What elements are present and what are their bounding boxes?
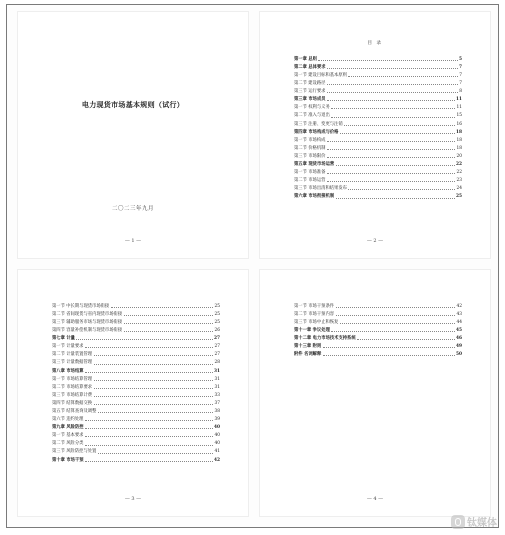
toc-entry-label: 第一节 权利与义务 bbox=[294, 105, 330, 111]
toc-entry-page: 40 bbox=[214, 441, 220, 447]
toc-section-entry bbox=[52, 447, 220, 455]
toc-leader-dots bbox=[94, 396, 213, 397]
toc-entry-label: 第三节 市场结算计费 bbox=[52, 392, 93, 398]
toc-entry-label: 第一节 市场结算管理 bbox=[52, 376, 93, 382]
toc-entry-label: 第十二章 电力市场技术支持系统 bbox=[294, 336, 356, 342]
toc-leader-dots bbox=[318, 60, 457, 61]
toc-entry-label: 第一节 市场干预条件 bbox=[294, 303, 335, 309]
toc-section-entry bbox=[294, 111, 462, 119]
toc-entry-page: 40 bbox=[214, 433, 220, 439]
toc-chapter-entry bbox=[294, 192, 462, 200]
toc-section-entry bbox=[294, 135, 462, 143]
toc-section-entry bbox=[294, 103, 462, 111]
toc-entry-page: 27 bbox=[214, 344, 220, 350]
toc-leader-dots bbox=[124, 315, 213, 316]
toc-page-1 bbox=[259, 11, 491, 259]
toc-leader-dots bbox=[85, 420, 213, 421]
toc-leader-dots bbox=[98, 412, 213, 413]
toc-entry-page: 11 bbox=[456, 97, 462, 103]
toc-entry-page: 31 bbox=[214, 376, 220, 382]
toc-entry-label: 第二节 市场结算要求 bbox=[52, 384, 93, 390]
toc-entry-label: 第九章 风险防控 bbox=[52, 425, 84, 431]
toc-chapter-entry bbox=[294, 94, 462, 102]
toc-entry-label: 第二节 建设路径 bbox=[294, 81, 326, 87]
toc-chapter-entry bbox=[294, 159, 462, 167]
toc-entry-page: 38 bbox=[214, 409, 220, 415]
toc-entry-label: 第五节 结算查询及调整 bbox=[52, 409, 97, 415]
toc-section-entry bbox=[294, 119, 462, 127]
page-number: — 4 — bbox=[366, 496, 384, 502]
toc-leader-dots bbox=[85, 372, 212, 373]
toc-entry-page: 25 bbox=[214, 303, 220, 309]
toc-entry-label: 第二节 市场运营 bbox=[294, 178, 326, 184]
toc-entry-label: 第三节 运行要求 bbox=[294, 89, 326, 95]
toc-leader-dots bbox=[124, 331, 213, 332]
toc-entry-label: 第三节 计量数据管理 bbox=[52, 360, 93, 366]
toc-leader-dots bbox=[85, 436, 213, 437]
toc-entry-label: 第一节 基本要求 bbox=[52, 433, 84, 439]
toc-section-entry bbox=[52, 390, 220, 398]
toc-section-entry bbox=[294, 143, 462, 151]
toc-entry-label: 第七章 计量 bbox=[52, 336, 75, 342]
toc-entry-label: 第三节 辅助服务市场与现货市场衔接 bbox=[52, 319, 123, 325]
toc-entry-page: 31 bbox=[214, 384, 220, 390]
toc-leader-dots bbox=[94, 404, 213, 405]
toc-entry-page: 33 bbox=[214, 392, 220, 398]
toc-section-entry bbox=[52, 374, 220, 382]
toc-section-entry bbox=[52, 382, 220, 390]
toc-section-entry bbox=[294, 78, 462, 86]
toc-section-entry bbox=[52, 358, 220, 366]
toc-entry-label: 第四节 容量补偿机制与现货市场衔接 bbox=[52, 328, 123, 334]
toc-section-entry bbox=[294, 151, 462, 159]
toc-entry-page: 25 bbox=[214, 319, 220, 325]
toc-leader-dots bbox=[327, 84, 458, 85]
toc-entry-label: 第二节 市场干预内容 bbox=[294, 311, 335, 317]
toc-leader-dots bbox=[85, 445, 213, 446]
toc-chapter-entry bbox=[294, 325, 462, 333]
toc-chapter-entry bbox=[294, 350, 462, 358]
toc-section-entry bbox=[294, 309, 462, 317]
toc-leader-dots bbox=[331, 331, 454, 332]
toc-section-entry bbox=[52, 431, 220, 439]
toc-entry-page: 31 bbox=[214, 368, 220, 374]
toc-section-entry bbox=[52, 309, 220, 317]
toc-leader-dots bbox=[348, 76, 457, 77]
toc-entry-label: 第四节 结算数据交换 bbox=[52, 400, 93, 406]
watermark-icon bbox=[451, 515, 465, 529]
toc-entry-page: 25 bbox=[456, 194, 462, 200]
toc-entry-page: 42 bbox=[456, 303, 462, 309]
toc-chapter-entry bbox=[52, 422, 220, 430]
toc-entry-label: 第三节 市场出清和结果发布 bbox=[294, 186, 347, 192]
toc-section-entry bbox=[52, 406, 220, 414]
toc-section-entry bbox=[52, 317, 220, 325]
toc-entry-page: 11 bbox=[456, 105, 462, 111]
toc-leader-dots bbox=[94, 355, 213, 356]
toc-chapter-entry bbox=[52, 366, 220, 374]
toc-entry-label: 第一节 市场准备 bbox=[294, 170, 326, 176]
toc-entry-page: 18 bbox=[456, 129, 462, 135]
toc-entry-page: 26 bbox=[214, 328, 220, 334]
toc-entry-label: 第八章 市场结算 bbox=[52, 368, 84, 374]
toc-section-entry bbox=[294, 184, 462, 192]
toc-entry-label: 第二节 省间现货与省内现货市场衔接 bbox=[52, 311, 123, 317]
toc-leader-dots bbox=[327, 181, 455, 182]
toc-leader-dots bbox=[357, 339, 454, 340]
document-viewer bbox=[6, 4, 499, 528]
toc-entry-page: 5 bbox=[459, 56, 462, 62]
toc-leader-dots bbox=[331, 108, 455, 109]
toc-leader-dots bbox=[327, 92, 458, 93]
toc-entry-label: 第二节 价格机制 bbox=[294, 145, 326, 151]
toc-leader-dots bbox=[76, 339, 212, 340]
toc-entry-page: 44 bbox=[456, 319, 462, 325]
document-date: 二〇二三年九月 bbox=[111, 206, 154, 212]
toc-entry-page: 7 bbox=[459, 72, 462, 78]
page-number: — 2 — bbox=[366, 238, 384, 244]
toc-entry-page: 40 bbox=[214, 425, 220, 431]
toc-leader-dots bbox=[344, 125, 455, 126]
toc-entry-page: 27 bbox=[214, 352, 220, 358]
toc-leader-dots bbox=[85, 461, 212, 462]
toc-page-3 bbox=[259, 269, 491, 517]
toc-section-entry bbox=[294, 317, 462, 325]
toc-leader-dots bbox=[327, 173, 455, 174]
toc-leader-dots bbox=[336, 165, 455, 166]
watermark-text: 钛媒体 bbox=[467, 518, 497, 529]
toc-entry-page: 27 bbox=[214, 336, 220, 342]
toc-entry-page: 22 bbox=[456, 170, 462, 176]
toc-section-entry bbox=[52, 325, 220, 333]
toc-entry-label: 第二节 风险分类 bbox=[52, 441, 84, 447]
toc-section-entry bbox=[294, 301, 462, 309]
toc-leader-dots bbox=[327, 157, 455, 158]
toc-entry-label: 第二节 计量装置管理 bbox=[52, 352, 93, 358]
toc-leader-dots bbox=[85, 428, 212, 429]
toc-entry-label: 第十章 市场干预 bbox=[52, 457, 84, 463]
toc-entry-label: 第十三章 附则 bbox=[294, 344, 322, 350]
toc-leader-dots bbox=[336, 198, 455, 199]
toc-entry-page: 16 bbox=[456, 121, 462, 127]
toc-entry-label: 第十一章 争议处理 bbox=[294, 328, 330, 334]
toc-entry-page: 18 bbox=[456, 145, 462, 151]
toc-chapter-entry bbox=[294, 62, 462, 70]
toc-entry-label: 第五章 现货市场运营 bbox=[294, 162, 335, 168]
toc-section-entry bbox=[52, 439, 220, 447]
toc-leader-dots bbox=[340, 133, 455, 134]
toc-leader-dots bbox=[327, 149, 455, 150]
toc-entry-page: 28 bbox=[214, 360, 220, 366]
toc-entry-page: 50 bbox=[456, 352, 462, 358]
cover-page bbox=[17, 11, 249, 259]
toc-chapter-entry bbox=[294, 54, 462, 62]
toc-entry-label: 第三节 风险防控与处置 bbox=[52, 449, 97, 455]
toc-heading: 目 录 bbox=[367, 41, 383, 46]
toc-entry-label: 第一节 市场构成 bbox=[294, 137, 326, 143]
toc-entry-page: 7 bbox=[459, 64, 462, 70]
toc-section-entry bbox=[294, 167, 462, 175]
toc-entry-label: 第一节 建设目标和基本原则 bbox=[294, 72, 347, 78]
toc-entry-page: 45 bbox=[456, 328, 462, 334]
toc-list bbox=[294, 54, 462, 200]
toc-leader-dots bbox=[348, 189, 455, 190]
toc-entry-page: 8 bbox=[459, 89, 462, 95]
toc-entry-label: 第一节 中长期与现货市场衔接 bbox=[52, 303, 110, 309]
toc-leader-dots bbox=[327, 141, 455, 142]
toc-leader-dots bbox=[94, 380, 213, 381]
toc-section-entry bbox=[294, 70, 462, 78]
toc-entry-label: 附件 名词解释 bbox=[294, 352, 322, 358]
toc-entry-label: 第三节 注册、变更与注销 bbox=[294, 121, 343, 127]
toc-leader-dots bbox=[323, 347, 455, 348]
toc-leader-dots bbox=[340, 323, 455, 324]
toc-chapter-entry bbox=[52, 333, 220, 341]
document-title: 电力现货市场基本规则（试行） bbox=[81, 100, 185, 109]
toc-section-entry bbox=[52, 301, 220, 309]
toc-leader-dots bbox=[327, 100, 454, 101]
toc-entry-page: 15 bbox=[456, 113, 462, 119]
toc-entry-label: 第一章 总则 bbox=[294, 56, 317, 62]
toc-leader-dots bbox=[85, 347, 213, 348]
toc-entry-label: 第三节 市场限价 bbox=[294, 153, 326, 159]
toc-entry-label: 第六章 市场衔接机制 bbox=[294, 194, 335, 200]
toc-entry-page: 22 bbox=[456, 162, 462, 168]
toc-leader-dots bbox=[323, 355, 455, 356]
toc-list bbox=[52, 301, 220, 463]
toc-entry-page: 18 bbox=[456, 137, 462, 143]
toc-list bbox=[294, 301, 462, 358]
toc-chapter-entry bbox=[294, 341, 462, 349]
toc-leader-dots bbox=[331, 117, 455, 118]
toc-leader-dots bbox=[94, 364, 213, 365]
toc-leader-dots bbox=[111, 307, 213, 308]
toc-section-entry bbox=[52, 398, 220, 406]
toc-entry-page: 42 bbox=[214, 457, 220, 463]
toc-entry-label: 第二节 准入与退出 bbox=[294, 113, 330, 119]
toc-entry-page: 20 bbox=[456, 153, 462, 159]
toc-chapter-entry bbox=[294, 127, 462, 135]
toc-entry-page: 43 bbox=[456, 311, 462, 317]
toc-leader-dots bbox=[124, 323, 213, 324]
toc-section-entry bbox=[294, 175, 462, 183]
toc-chapter-entry bbox=[294, 333, 462, 341]
toc-page-2 bbox=[17, 269, 249, 517]
toc-entry-label: 第四章 市场构成与价格 bbox=[294, 129, 339, 135]
toc-entry-page: 39 bbox=[214, 417, 220, 423]
toc-entry-page: 25 bbox=[214, 311, 220, 317]
toc-entry-page: 41 bbox=[214, 449, 220, 455]
toc-entry-label: 第三章 市场成员 bbox=[294, 97, 326, 103]
toc-chapter-entry bbox=[52, 455, 220, 463]
toc-leader-dots bbox=[336, 307, 455, 308]
toc-entry-label: 第二章 总体要求 bbox=[294, 64, 326, 70]
toc-entry-label: 第六节 违约处理 bbox=[52, 417, 84, 423]
toc-section-entry bbox=[52, 414, 220, 422]
toc-leader-dots bbox=[98, 453, 213, 454]
toc-entry-page: 46 bbox=[456, 336, 462, 342]
page-number: — 3 — bbox=[124, 496, 142, 502]
toc-entry-page: 23 bbox=[456, 178, 462, 184]
toc-entry-page: 37 bbox=[214, 400, 220, 406]
toc-section-entry bbox=[52, 350, 220, 358]
toc-leader-dots bbox=[336, 315, 455, 316]
page-number: — 1 — bbox=[124, 238, 142, 244]
toc-entry-label: 第三节 市场中止和恢复 bbox=[294, 319, 339, 325]
toc-section-entry bbox=[294, 86, 462, 94]
toc-entry-page: 7 bbox=[459, 81, 462, 87]
toc-entry-page: 24 bbox=[456, 186, 462, 192]
toc-leader-dots bbox=[327, 68, 457, 69]
toc-entry-label: 第一节 计量要求 bbox=[52, 344, 84, 350]
toc-leader-dots bbox=[94, 388, 213, 389]
watermark-logo bbox=[451, 514, 497, 529]
toc-entry-page: 49 bbox=[456, 344, 462, 350]
toc-section-entry bbox=[52, 341, 220, 349]
